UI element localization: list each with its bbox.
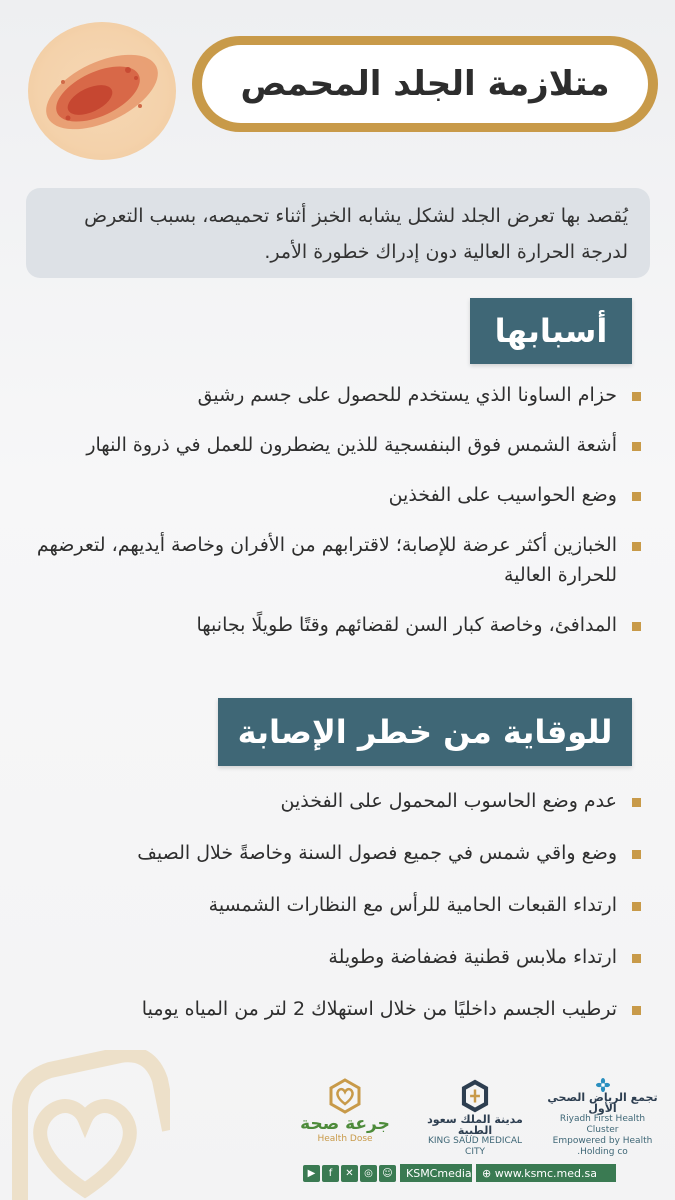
bullet-icon bbox=[632, 442, 641, 451]
website-text: www.ksmc.med.sa bbox=[494, 1166, 597, 1180]
list-item-text: وضع الحواسيب على الفخذين bbox=[388, 484, 617, 506]
rfhc-flower-icon bbox=[582, 1078, 624, 1092]
list-item-text: الخبازين أكثر عرضة للإصابة؛ لاقترابهم من الأفران وخاصة أيديهم، لتعرضهم للحرارة العالية bbox=[36, 534, 617, 586]
list-item-text: أشعة الشمس فوق البنفسجية للذين يضطرون للعمل في ذروة النهار bbox=[86, 434, 617, 456]
globe-icon: ⊕ bbox=[482, 1166, 495, 1180]
title-banner bbox=[192, 36, 658, 132]
health-dose-icon bbox=[327, 1078, 363, 1114]
footer-bar bbox=[303, 1163, 657, 1183]
bullet-icon bbox=[632, 392, 641, 401]
page-title: متلازمة الجلد المحمص bbox=[202, 45, 648, 123]
ksmc-arabic: مدينة الملك سعود الطبية bbox=[427, 1113, 523, 1137]
causes-list bbox=[25, 380, 645, 660]
logos-row bbox=[300, 1078, 660, 1158]
list-item-text: وضع واقي شمس في جميع فصول السنة وخاصةً خلال الصيف bbox=[137, 842, 617, 864]
health-dose-arabic: جرعة صحة bbox=[300, 1114, 390, 1134]
ksmc-logo bbox=[420, 1078, 530, 1158]
list-item bbox=[25, 942, 645, 972]
snapchat-icon[interactable]: ☺ bbox=[379, 1165, 396, 1182]
social-handle[interactable]: KSMCmedia bbox=[400, 1164, 472, 1182]
ksmc-emblem-icon bbox=[455, 1078, 495, 1114]
list-item bbox=[25, 430, 645, 460]
burned-skin-image bbox=[28, 22, 176, 160]
bullet-icon bbox=[632, 542, 641, 551]
list-item bbox=[25, 380, 645, 410]
causes-heading: أسبابها bbox=[470, 298, 632, 364]
list-item bbox=[25, 786, 645, 816]
rfhc-logo bbox=[545, 1078, 660, 1158]
prevention-list bbox=[25, 786, 645, 1046]
bullet-icon bbox=[632, 1006, 641, 1015]
rfhc-arabic: تجمع الرياض الصحي الأول bbox=[547, 1091, 658, 1115]
list-item-text: حزام الساونا الذي يستخدم للحصول على جسم رشيق bbox=[197, 384, 617, 406]
list-item-text: ارتداء ملابس قطنية فضفاضة وطويلة bbox=[328, 946, 617, 968]
youtube-icon[interactable]: ▶ bbox=[303, 1165, 320, 1182]
list-item bbox=[25, 890, 645, 920]
rfhc-english: Riyadh First Health Cluster bbox=[559, 1114, 646, 1135]
instagram-icon[interactable]: ◎ bbox=[360, 1165, 377, 1182]
website-link[interactable] bbox=[476, 1164, 616, 1182]
ksmc-english: KING SAUD MEDICAL CITY bbox=[427, 1136, 523, 1157]
bullet-icon bbox=[632, 798, 641, 807]
bullet-icon bbox=[632, 622, 641, 631]
facebook-icon[interactable]: f bbox=[322, 1165, 339, 1182]
health-dose-english: Health Dose bbox=[317, 1134, 373, 1144]
heart-watermark-icon bbox=[0, 1050, 170, 1200]
bullet-icon bbox=[632, 492, 641, 501]
bullet-icon bbox=[632, 902, 641, 911]
list-item bbox=[25, 838, 645, 868]
bullet-icon bbox=[632, 850, 641, 859]
list-item bbox=[25, 480, 645, 510]
list-item-text: عدم وضع الحاسوب المحمول على الفخذين bbox=[280, 790, 617, 812]
prevention-heading: للوقاية من خطر الإصابة bbox=[218, 698, 632, 766]
rfhc-subtitle: Empowered by Health Holding co. bbox=[552, 1136, 653, 1157]
list-item bbox=[25, 530, 645, 590]
definition-box: يُقصد بها تعرض الجلد لشكل يشابه الخبز أثناء تحميصه، بسبب التعرض لدرجة الحرارة العالية دون إدراك خطورة الأمر. bbox=[26, 188, 650, 278]
x-icon[interactable]: ✕ bbox=[341, 1165, 358, 1182]
social-icons bbox=[303, 1165, 396, 1182]
health-dose-logo bbox=[300, 1078, 390, 1158]
list-item-text: المدافئ، وخاصة كبار السن لقضائهم وقتًا طويلًا بجانبها bbox=[196, 614, 617, 636]
list-item bbox=[25, 994, 645, 1024]
bullet-icon bbox=[632, 954, 641, 963]
list-item bbox=[25, 610, 645, 640]
list-item-text: ترطيب الجسم داخليًا من خلال استهلاك 2 لتر من المياه يوميا bbox=[141, 998, 617, 1020]
list-item-text: ارتداء القبعات الحامية للرأس مع النظارات الشمسية bbox=[208, 894, 617, 916]
